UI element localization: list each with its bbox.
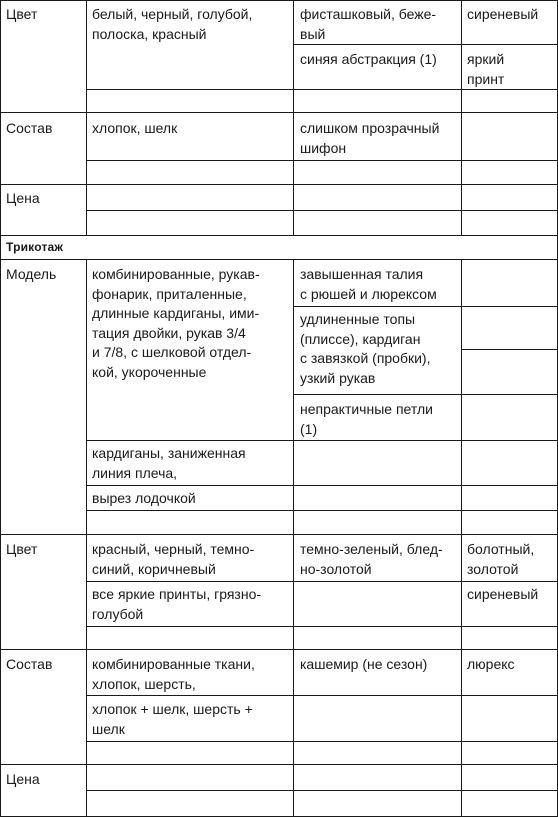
color-col3-cell-a: сиреневый	[467, 6, 539, 22]
composition-col2-cell-knit: кашемир (не сезон)	[300, 656, 428, 672]
grid-line	[293, 306, 558, 307]
color-main-cell-knit-2: все яркие принты, грязно- голубой	[92, 586, 262, 622]
color-col3-cell-knit-b: сиреневый	[467, 586, 539, 602]
grid-line	[293, 0, 294, 235]
grid-line	[86, 790, 558, 791]
grid-line	[0, 0, 558, 1]
composition-main-cell: хлопок, шелк	[92, 120, 178, 136]
color-col2-cell-a: фисташковый, беже- вый	[300, 6, 437, 42]
grid-line	[0, 649, 558, 650]
color-col2-cell-knit: темно-зеленый, блед- но-золотой	[300, 541, 443, 577]
grid-line	[86, 626, 558, 627]
grid-line	[0, 259, 558, 260]
grid-line	[86, 160, 558, 161]
grid-line	[86, 510, 558, 511]
grid-line	[461, 259, 462, 817]
grid-line	[293, 44, 558, 45]
row-label-composition: Состав	[6, 120, 53, 136]
row-label-composition-knit: Состав	[6, 656, 53, 672]
grid-line	[0, 235, 558, 236]
grid-line	[461, 349, 558, 350]
composition-col3-cell-knit: люрекс	[467, 656, 515, 672]
composition-main-cell-knit-2: хлопок + шелк, шерсть + шелк	[92, 701, 253, 737]
grid-line	[86, 210, 558, 211]
grid-line	[0, 764, 558, 765]
grid-line	[86, 485, 558, 486]
model-main-cell: комбинированные, рукав- фонарик, приталенные, длинные кардиганы, ими- тация двойки, рукав 3/4 и 7/8, с шелковой отдел- кой, укороченные	[92, 266, 260, 380]
grid-line	[461, 0, 462, 235]
composition-main-cell-knit: комбинированные ткани, хлопок, шерсть,	[92, 656, 255, 692]
grid-line	[0, 112, 558, 113]
model-main-cell-3: вырез лодочкой	[92, 490, 196, 506]
color-main-cell: белый, черный, голубой, полоска, красный	[92, 6, 253, 42]
grid-line	[86, 440, 558, 441]
grid-line	[293, 394, 558, 395]
row-label-price-knit: Цена	[6, 771, 40, 787]
grid-line	[0, 184, 558, 185]
row-label-color: Цвет	[6, 6, 38, 22]
color-main-cell-knit: красный, черный, темно- синий, коричневый	[92, 541, 255, 577]
grid-line	[86, 259, 87, 817]
grid-line	[0, 0, 1, 817]
model-col2-cell-a: завышенная талия с рюшей и люрексом	[300, 266, 437, 302]
color-col3-cell-knit-a: болотный, золотой	[467, 541, 535, 577]
model-col2-cell-b: удлиненные топы (плиссе), кардиган с завязкой (пробки), узкий рукав	[300, 311, 431, 386]
grid-line	[0, 534, 558, 535]
row-label-color-knit: Цвет	[6, 541, 38, 557]
grid-line	[86, 695, 558, 696]
model-col2-cell-c: непрактичные петли (1)	[300, 401, 433, 437]
grid-line	[86, 741, 558, 742]
color-col2-cell-b: синяя абстракция (1)	[300, 51, 437, 67]
grid-line	[86, 0, 87, 235]
color-col3-cell-b: яркий принт	[467, 51, 505, 87]
grid-line	[293, 259, 294, 817]
grid-line	[86, 89, 558, 90]
row-label-price: Цена	[6, 190, 40, 206]
grid-line	[86, 581, 558, 582]
section-title-knitwear: Трикотаж	[6, 240, 64, 254]
composition-col2-cell: слишком прозрачный шифон	[300, 120, 440, 156]
model-main-cell-2: кардиганы, заниженная линия плеча,	[92, 445, 246, 481]
row-label-model: Модель	[6, 266, 57, 282]
